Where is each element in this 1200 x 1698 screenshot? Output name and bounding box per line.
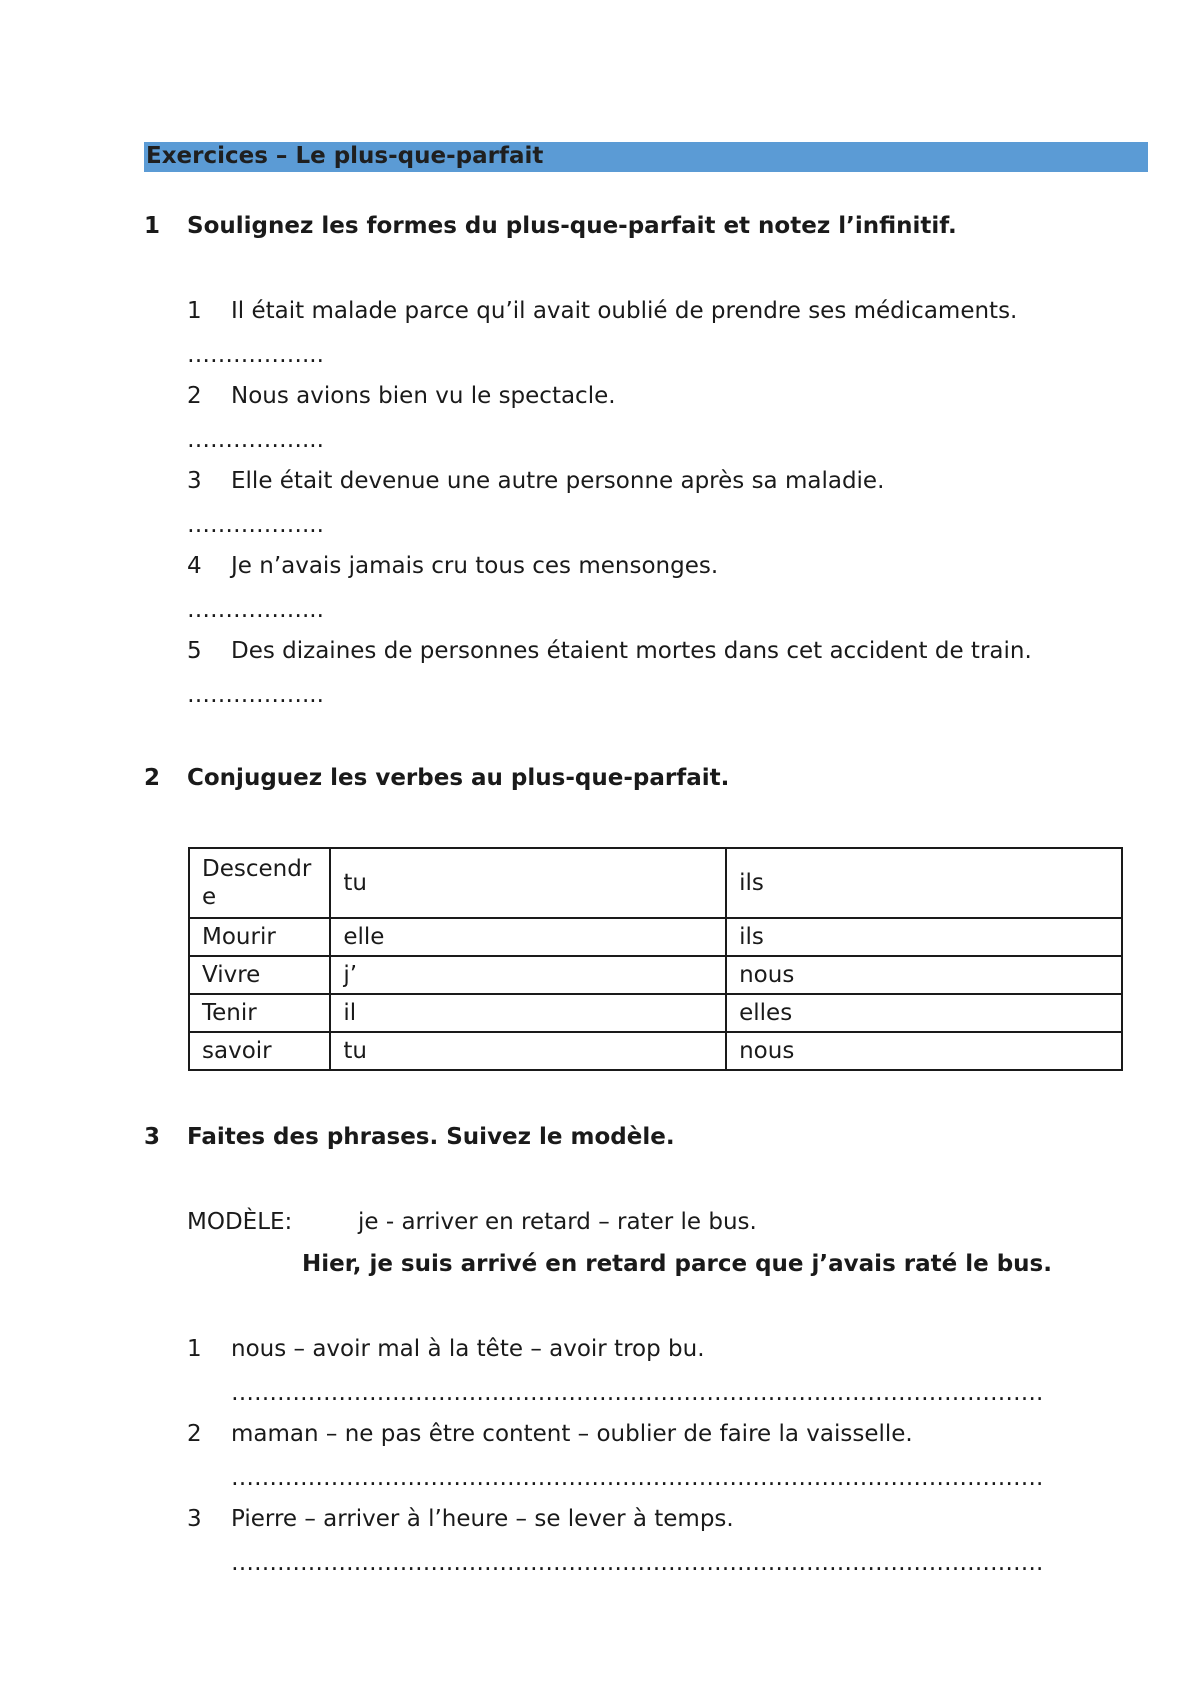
pronoun-cell[interactable]: j’ — [330, 956, 726, 994]
ex3-item-3-text: Pierre – arriver à l’heure – se lever à temps. — [231, 1506, 734, 1532]
pronoun-cell[interactable]: il — [330, 994, 726, 1032]
exercise-1-heading: Soulignez les formes du plus-que-parfait et notez l’infinitif. — [187, 213, 957, 239]
ex1-item-5-answer-line[interactable]: ……………... — [187, 682, 324, 708]
verb-cell: Mourir — [189, 918, 330, 956]
ex3-item-1-number: 1 — [187, 1336, 202, 1362]
ex1-item-1-answer-line[interactable]: ……………... — [187, 342, 324, 368]
ex1-item-5-text: Des dizaines de personnes étaient mortes dans cet accident de train. — [231, 638, 1032, 664]
ex1-item-1-text: Il était malade parce qu’il avait oublié de prendre ses médicaments. — [231, 298, 1018, 324]
page-title: Exercices – Le plus-que-parfait — [146, 143, 544, 169]
ex3-item-1-text: nous – avoir mal à la tête – avoir trop bu. — [231, 1336, 705, 1362]
ex3-item-1-answer-line[interactable]: ……………………………………………………………………………………………. — [231, 1380, 1044, 1406]
model-answer: Hier, je suis arrivé en retard parce que j’avais raté le bus. — [302, 1251, 1052, 1277]
ex1-item-3-answer-line[interactable]: ……………... — [187, 512, 324, 538]
table-row — [189, 956, 1122, 994]
verb-cell: Descendre — [189, 848, 330, 918]
pronoun-cell[interactable]: nous — [726, 956, 1122, 994]
verb-cell: Tenir — [189, 994, 330, 1032]
ex3-item-2-number: 2 — [187, 1421, 202, 1447]
ex3-item-3-answer-line[interactable]: ……………………………………………………………………………………………. — [231, 1550, 1044, 1576]
ex1-item-3-text: Elle était devenue une autre personne après sa maladie. — [231, 468, 885, 494]
table-row — [189, 994, 1122, 1032]
table-row — [189, 918, 1122, 956]
pronoun-cell[interactable]: elles — [726, 994, 1122, 1032]
exercise-2-heading: Conjuguez les verbes au plus-que-parfait. — [187, 765, 730, 791]
pronoun-cell[interactable]: tu — [330, 1032, 726, 1070]
table-row — [189, 848, 1122, 918]
ex3-item-3-number: 3 — [187, 1506, 202, 1532]
model-label: MODÈLE: — [187, 1209, 293, 1235]
ex1-item-2-number: 2 — [187, 383, 202, 409]
exercise-2-number: 2 — [144, 765, 161, 791]
verb-cell: Vivre — [189, 956, 330, 994]
pronoun-cell[interactable]: tu — [330, 848, 726, 918]
ex3-item-2-text: maman – ne pas être content – oublier de faire la vaisselle. — [231, 1421, 913, 1447]
ex1-item-4-answer-line[interactable]: ……………... — [187, 597, 324, 623]
conjugation-table — [188, 847, 1123, 1071]
table-row — [189, 1032, 1122, 1070]
ex1-item-2-text: Nous avions bien vu le spectacle. — [231, 383, 616, 409]
pronoun-cell[interactable]: ils — [726, 918, 1122, 956]
ex1-item-3-number: 3 — [187, 468, 202, 494]
exercise-3-heading: Faites des phrases. Suivez le modèle. — [187, 1124, 675, 1150]
verb-cell: savoir — [189, 1032, 330, 1070]
ex1-item-4-number: 4 — [187, 553, 202, 579]
ex3-item-2-answer-line[interactable]: ……………………………………………………………………………………………. — [231, 1465, 1044, 1491]
ex1-item-2-answer-line[interactable]: ……………... — [187, 427, 324, 453]
exercise-3-number: 3 — [144, 1124, 161, 1150]
ex1-item-1-number: 1 — [187, 298, 202, 324]
exercise-1-number: 1 — [144, 213, 161, 239]
pronoun-cell[interactable]: elle — [330, 918, 726, 956]
pronoun-cell[interactable]: nous — [726, 1032, 1122, 1070]
pronoun-cell[interactable]: ils — [726, 848, 1122, 918]
model-prompt: je - arriver en retard – rater le bus. — [358, 1209, 757, 1235]
ex1-item-5-number: 5 — [187, 638, 202, 664]
ex1-item-4-text: Je n’avais jamais cru tous ces mensonges. — [231, 553, 719, 579]
